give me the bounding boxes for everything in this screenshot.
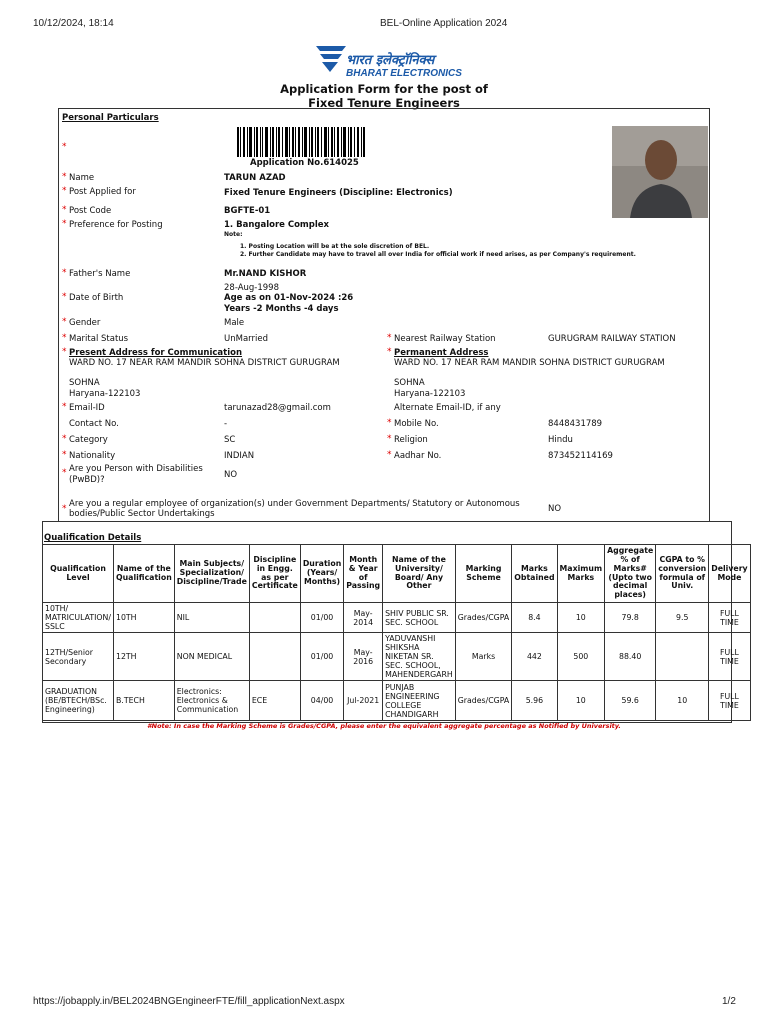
required-mark: * bbox=[387, 333, 392, 343]
marking-scheme-cell: Marks bbox=[455, 633, 511, 681]
marks-obtained-cell: 8.4 bbox=[512, 603, 557, 633]
category-value: SC bbox=[224, 435, 236, 445]
qualification-section-title: Qualification Details bbox=[44, 533, 142, 543]
maximum-marks-cell: 10 bbox=[557, 681, 605, 721]
aggregate-percent-cell: 88.40 bbox=[605, 633, 656, 681]
permanent-address-line2: SOHNA bbox=[394, 378, 425, 388]
required-mark: * bbox=[62, 219, 67, 229]
cgpa-conversion-cell: 10 bbox=[656, 681, 709, 721]
table-row bbox=[43, 633, 751, 681]
duration-cell: 04/00 bbox=[300, 681, 343, 721]
govt-employee-label-line1: Are you a regular employee of organization(s) under Government Departments/ Statutory or Autonomous bbox=[69, 499, 520, 509]
header-cell: Qualification Level bbox=[43, 545, 114, 603]
age-line1: Age as on 01-Nov-2024 :26 bbox=[224, 293, 354, 303]
application-number: Application No.614025 bbox=[250, 158, 359, 168]
header-cell: Discipline in Engg. as per Certificate bbox=[249, 545, 300, 603]
required-mark: * bbox=[387, 450, 392, 460]
cgpa-conversion-cell: 9.5 bbox=[656, 603, 709, 633]
required-mark: * bbox=[62, 292, 67, 302]
qualification-name-cell: 10TH bbox=[114, 603, 175, 633]
header-cell: Delivery Mode bbox=[709, 545, 750, 603]
present-address-line2: SOHNA bbox=[69, 378, 100, 388]
header-cell: Main Subjects/ Specialization/ Discipline/Trade bbox=[174, 545, 249, 603]
table-row bbox=[43, 681, 751, 721]
duration-cell: 01/00 bbox=[300, 633, 343, 681]
qualification-table bbox=[42, 544, 751, 721]
posting-note-label: Note: bbox=[224, 231, 243, 238]
required-mark: * bbox=[62, 450, 67, 460]
subjects-cell: Electronics: Electronics & Communication bbox=[174, 681, 249, 721]
qualification-level-cell: GRADUATION (BE/BTECH/BSc. Engineering) bbox=[43, 681, 114, 721]
posting-note-2: 2. Further Candidate may have to travel all over India for official work if need arises, as per Company's requirement. bbox=[240, 251, 636, 258]
qualification-name-cell: 12TH bbox=[114, 633, 175, 681]
dob-value: 28-Aug-1998 bbox=[224, 283, 279, 293]
required-mark: * bbox=[62, 434, 67, 444]
university-cell: SHIV PUBLIC SR. SEC. SCHOOL bbox=[383, 603, 456, 633]
form-title-line2: Fixed Tenure Engineers bbox=[308, 96, 460, 110]
father-name-value: Mr.NAND KISHOR bbox=[224, 269, 307, 279]
aggregate-percent-cell: 59.6 bbox=[605, 681, 656, 721]
post-value: Fixed Tenure Engineers (Discipline: Electronics) bbox=[224, 188, 453, 198]
header-cell: Marks Obtained bbox=[512, 545, 557, 603]
present-address-line1: WARD NO. 17 NEAR RAM MANDIR SOHNA DISTRICT GURUGRAM bbox=[69, 358, 340, 368]
maximum-marks-cell: 10 bbox=[557, 603, 605, 633]
required-mark: * bbox=[387, 418, 392, 428]
govt-employee-value: NO bbox=[548, 504, 562, 514]
required-mark: * bbox=[62, 317, 67, 327]
alt-email-label: Alternate Email-ID, if any bbox=[394, 403, 501, 413]
mobile-value: 8448431789 bbox=[548, 419, 603, 429]
header-cell: Maximum Marks bbox=[557, 545, 605, 603]
name-label: Name bbox=[69, 173, 95, 183]
aggregate-percent-cell: 79.8 bbox=[605, 603, 656, 633]
required-mark: * bbox=[62, 347, 67, 357]
posting-note-1: 1. Posting Location will be at the sole discretion of BEL. bbox=[240, 243, 430, 250]
contact-label: Contact No. bbox=[69, 419, 119, 429]
print-doc-title: BEL-Online Application 2024 bbox=[380, 18, 508, 29]
required-mark: * bbox=[62, 402, 67, 412]
required-mark: * bbox=[62, 268, 67, 278]
permanent-address-line1: WARD NO. 17 NEAR RAM MANDIR SOHNA DISTRICT GURUGRAM bbox=[394, 358, 665, 368]
personal-section-title: Personal Particulars bbox=[62, 113, 159, 123]
logo-english-text: BHARAT ELECTRONICS bbox=[346, 68, 462, 79]
print-page-number: 1/2 bbox=[722, 996, 736, 1007]
required-mark: * bbox=[62, 172, 67, 182]
gender-value: Male bbox=[224, 318, 245, 328]
pwbd-value: NO bbox=[224, 470, 238, 480]
govt-employee-label-line2: bodies/Public Sector Undertakings bbox=[69, 509, 215, 519]
marital-status-value: UnMarried bbox=[224, 334, 268, 344]
email-value: tarunazad28@gmail.com bbox=[224, 403, 331, 413]
aadhar-value: 873452114169 bbox=[548, 451, 613, 461]
logo-hindi-text: भारत इलेक्ट्रॉनिक्स bbox=[346, 53, 435, 68]
university-cell: PUNJAB ENGINEERING COLLEGE CHANDIGARH bbox=[383, 681, 456, 721]
post-code-value: BGFTE-01 bbox=[224, 206, 271, 216]
required-mark: * bbox=[387, 434, 392, 444]
form-title-line1: Application Form for the post of bbox=[280, 82, 488, 96]
delivery-mode-cell: FULL TIME bbox=[709, 633, 750, 681]
marking-scheme-cell: Grades/CGPA bbox=[455, 603, 511, 633]
print-url: https://jobapply.in/BEL2024BNGEngineerFTE/fill_applicationNext.aspx bbox=[33, 996, 345, 1007]
marking-scheme-cell: Grades/CGPA bbox=[455, 681, 511, 721]
required-mark: * bbox=[387, 347, 392, 357]
qualification-level-cell: 12TH/Senior Secondary bbox=[43, 633, 114, 681]
qualification-name-cell: B.TECH bbox=[114, 681, 175, 721]
header-cell: Duration (Years/ Months) bbox=[300, 545, 343, 603]
header-cell: Aggregate % of Marks# (Upto two decimal places) bbox=[605, 545, 656, 603]
duration-cell: 01/00 bbox=[300, 603, 343, 633]
maximum-marks-cell: 500 bbox=[557, 633, 605, 681]
required-mark: * bbox=[62, 205, 67, 215]
header-cell: Name of the Qualification bbox=[114, 545, 175, 603]
email-label: Email-ID bbox=[69, 403, 105, 413]
discipline-cell: ECE bbox=[249, 681, 300, 721]
table-header-row bbox=[43, 545, 751, 603]
preference-value: 1. Bangalore Complex bbox=[224, 220, 330, 230]
present-address-label: Present Address for Communication bbox=[69, 348, 243, 358]
required-mark: * bbox=[62, 504, 67, 514]
permanent-address-label: Permanent Address bbox=[394, 348, 489, 358]
required-mark: * bbox=[62, 142, 67, 152]
marks-obtained-cell: 442 bbox=[512, 633, 557, 681]
age-line2: Years -2 Months -4 days bbox=[224, 304, 339, 314]
header-cell: Name of the University/ Board/ Any Other bbox=[383, 545, 456, 603]
delivery-mode-cell: FULL TIME bbox=[709, 603, 750, 633]
passing-date-cell: May-2016 bbox=[344, 633, 383, 681]
nationality-value: INDIAN bbox=[224, 451, 255, 461]
subjects-cell: NON MEDICAL bbox=[174, 633, 249, 681]
religion-value: Hindu bbox=[548, 435, 573, 445]
delivery-mode-cell: FULL TIME bbox=[709, 681, 750, 721]
pwbd-label-line2: (PwBD)? bbox=[69, 475, 105, 485]
dob-label: Date of Birth bbox=[69, 293, 124, 303]
discipline-cell bbox=[249, 603, 300, 633]
post-label: Post Applied for bbox=[69, 187, 136, 197]
railway-station-value: GURUGRAM RAILWAY STATION bbox=[548, 334, 676, 344]
permanent-address-line3: Haryana-122103 bbox=[394, 389, 466, 399]
passing-date-cell: Jul-2021 bbox=[344, 681, 383, 721]
nationality-label: Nationality bbox=[69, 451, 116, 461]
discipline-cell bbox=[249, 633, 300, 681]
mobile-label: Mobile No. bbox=[394, 419, 439, 429]
post-code-label: Post Code bbox=[69, 206, 112, 216]
aadhar-label: Aadhar No. bbox=[394, 451, 442, 461]
pwbd-label-line1: Are you Person with Disabilities bbox=[69, 464, 203, 474]
preference-label: Preference for Posting bbox=[69, 220, 163, 230]
header-cell: CGPA to % conversion formula of Univ. bbox=[656, 545, 709, 603]
railway-station-label: Nearest Railway Station bbox=[394, 334, 496, 344]
header-cell: Month & Year of Passing bbox=[344, 545, 383, 603]
university-cell: YADUVANSHI SHIKSHA NIKETAN SR. SEC. SCHOOL, MAHENDERGARH bbox=[383, 633, 456, 681]
marital-status-label: Marital Status bbox=[69, 334, 129, 344]
header-cell: Marking Scheme bbox=[455, 545, 511, 603]
passing-date-cell: May-2014 bbox=[344, 603, 383, 633]
table-row bbox=[43, 603, 751, 633]
barcode-image bbox=[237, 127, 365, 157]
applicant-photo bbox=[612, 126, 708, 218]
gender-label: Gender bbox=[69, 318, 101, 328]
category-label: Category bbox=[69, 435, 108, 445]
religion-label: Religion bbox=[394, 435, 428, 445]
cgpa-conversion-cell bbox=[656, 633, 709, 681]
print-datetime: 10/12/2024, 18:14 bbox=[33, 18, 114, 29]
required-mark: * bbox=[62, 186, 67, 196]
required-mark: * bbox=[62, 333, 67, 343]
subjects-cell: NIL bbox=[174, 603, 249, 633]
name-value: TARUN AZAD bbox=[224, 173, 286, 183]
present-address-line3: Haryana-122103 bbox=[69, 389, 141, 399]
bel-logo-mark bbox=[312, 44, 348, 74]
qualification-level-cell: 10TH/ MATRICULATION/ SSLC bbox=[43, 603, 114, 633]
marking-scheme-note: #Note: In case the Marking Scheme is Grades/CGPA, please enter the equivalent aggregate percentage as Notified by University. bbox=[147, 722, 621, 730]
father-name-label: Father's Name bbox=[69, 269, 131, 279]
contact-value: - bbox=[224, 419, 228, 429]
marks-obtained-cell: 5.96 bbox=[512, 681, 557, 721]
required-mark: * bbox=[62, 468, 67, 478]
